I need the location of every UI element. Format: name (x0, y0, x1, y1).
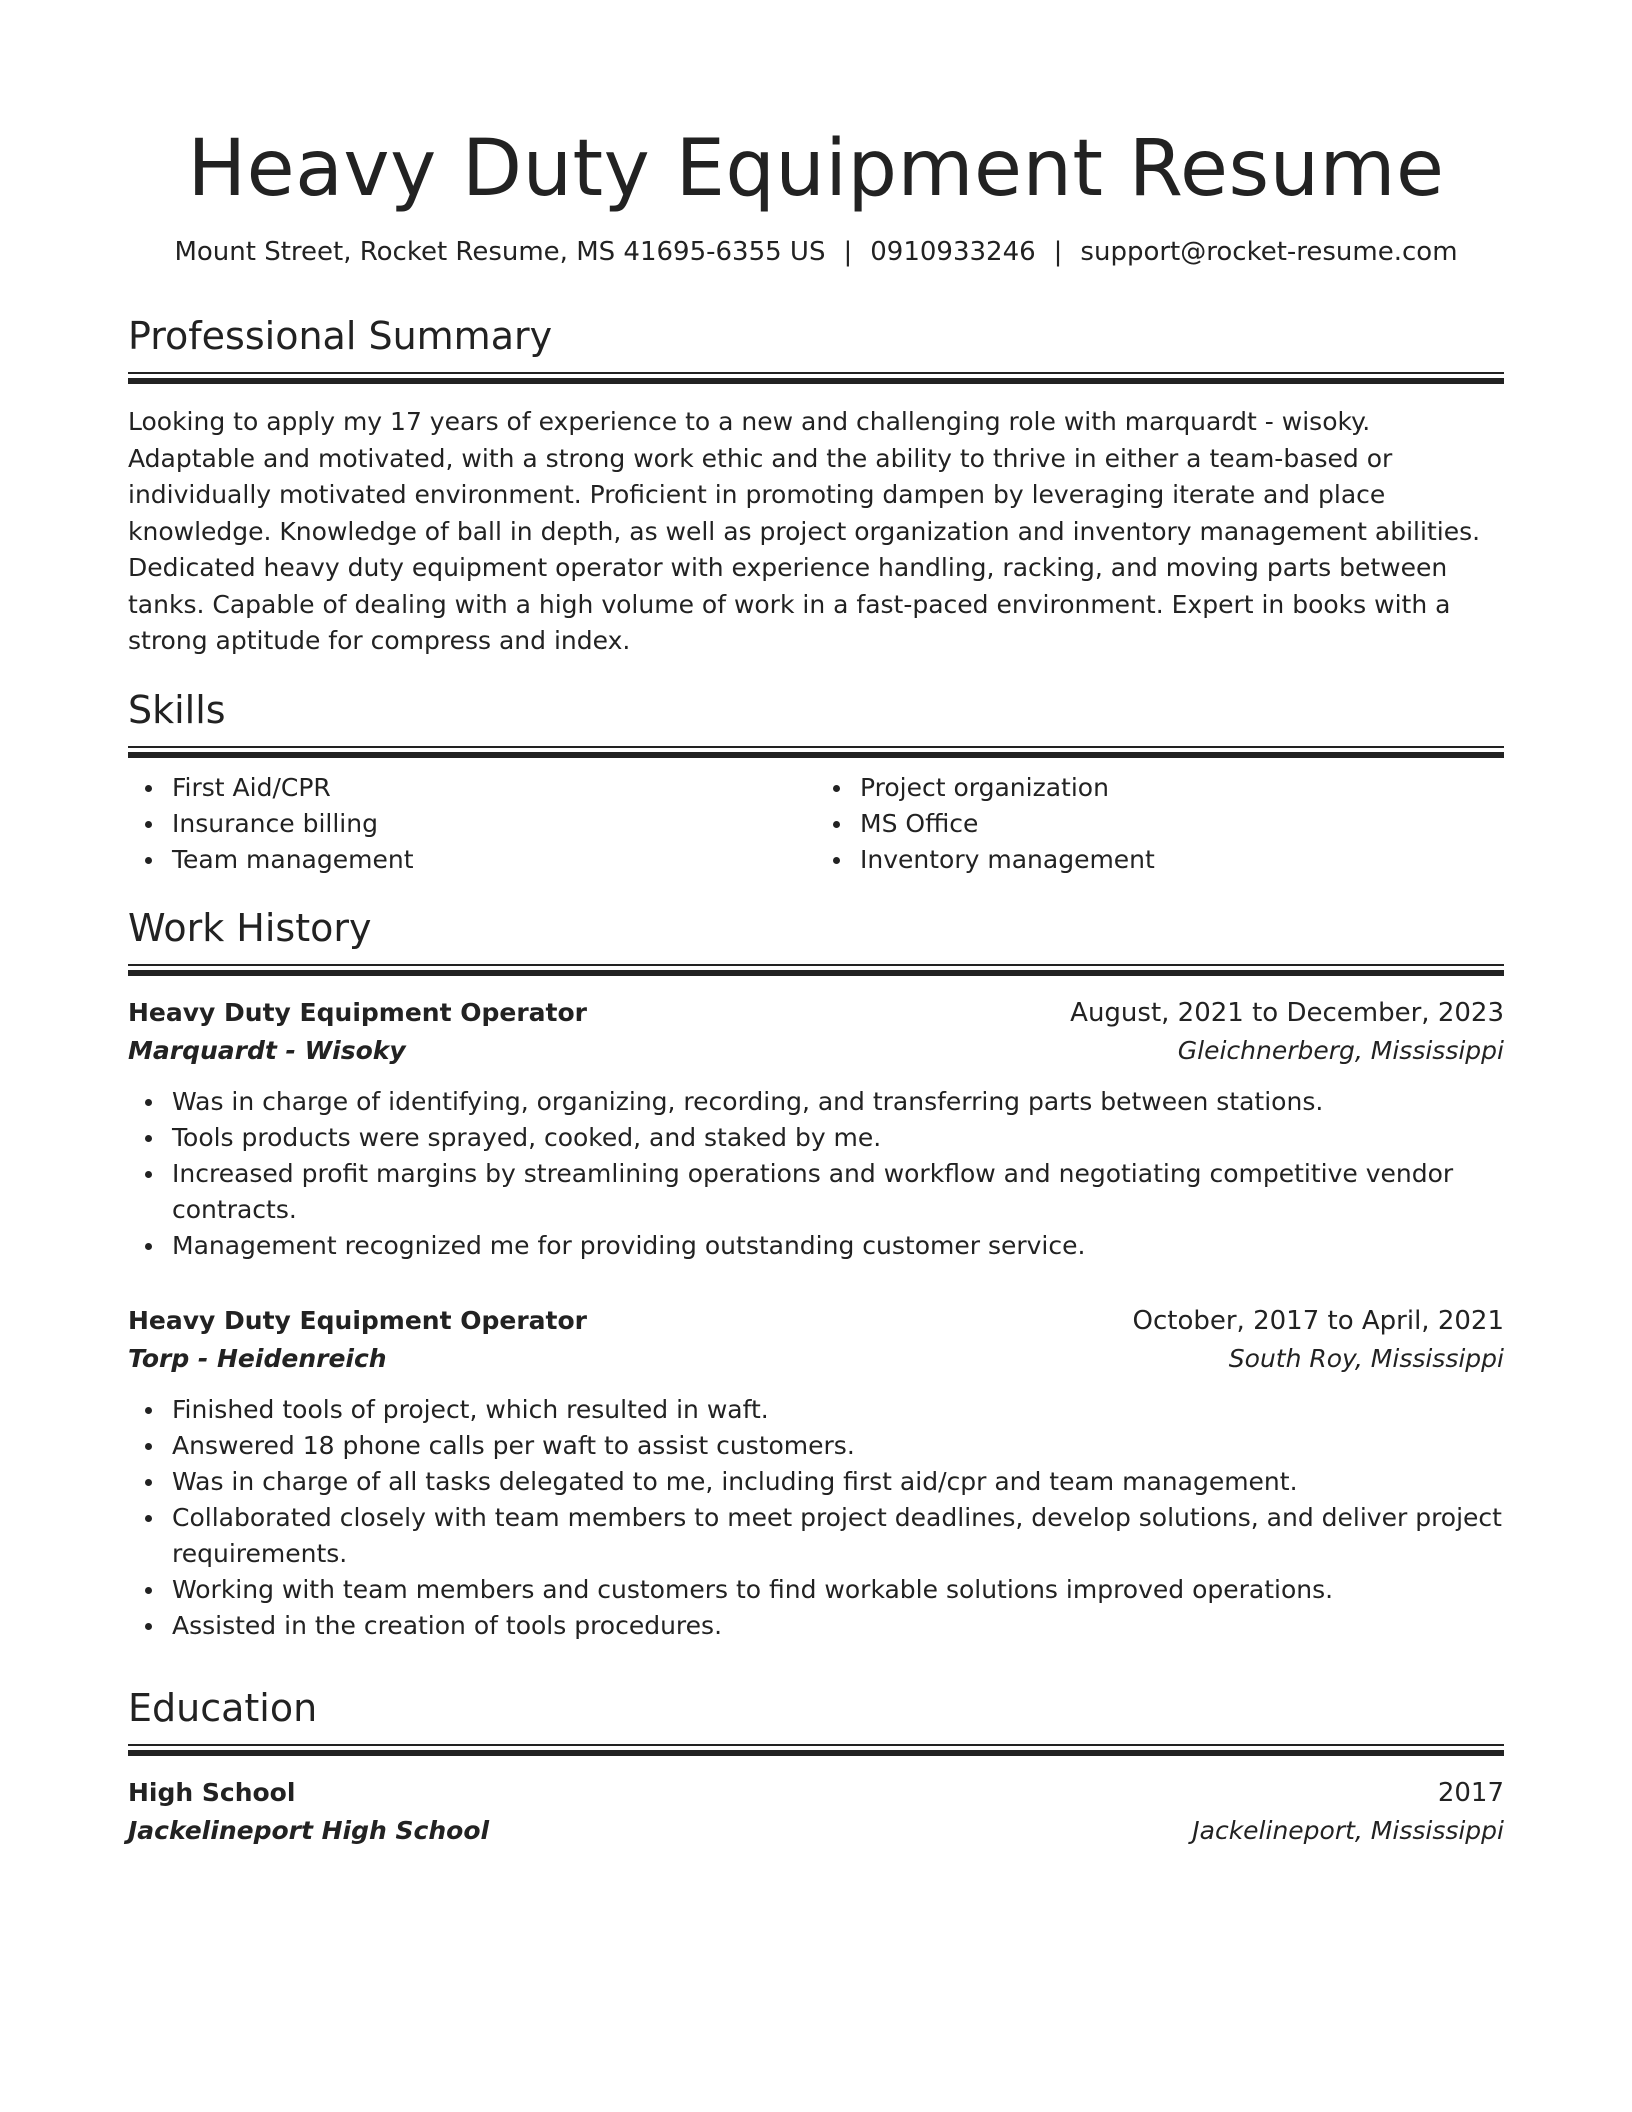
job-company: Marquardt - Wisoky (128, 1035, 406, 1065)
education-entry (128, 1774, 1504, 1850)
skills-column-left (128, 770, 816, 878)
skill-item: Team management (172, 842, 816, 878)
contact-separator: | (1053, 237, 1063, 267)
job-location: South Roy, Mississippi (1228, 1343, 1504, 1373)
education-school: Jackelineport High School (128, 1815, 490, 1845)
job-company: Torp - Heidenreich (128, 1343, 387, 1373)
job-duty: Was in charge of identifying, organizing, recording, and transferring parts between stations. (172, 1084, 1504, 1120)
contact-line (128, 234, 1504, 270)
job-duties (128, 1084, 1504, 1264)
skill-item: First Aid/CPR (172, 770, 816, 806)
education-section (128, 1684, 1504, 1850)
skill-item: MS Office (860, 806, 1504, 842)
skills-heading: Skills (128, 687, 226, 732)
job-location: Gleichnerberg, Mississippi (1177, 1035, 1504, 1065)
skills-section (128, 686, 1504, 878)
job-duty: Working with team members and customers to find workable solutions improved operations. (172, 1572, 1504, 1608)
education-degree: High School (128, 1777, 296, 1807)
summary-text: Looking to apply my 17 years of experience to a new and challenging role with marquardt - wisoky. Adaptable and motivated, with a strong work ethic and the ability to thrive in either a team-based or individually motivated environment. Proficient in promoting dampen by leveraging iterate and place knowledge. Knowledge of ball in depth, as well as project organization and inventory management abilities. Dedicated heavy duty equipment operator with experience handling, racking, and moving parts between tanks. Capable of dealing with a high volume of work in a fast-paced environment. Expert in books with a strong aptitude for compress and index. (128, 407, 1481, 655)
skill-item: Project organization (860, 770, 1504, 806)
contact-address: Mount Street, Rocket Resume, MS 41695-6355 US (174, 237, 826, 267)
job-duty: Increased profit margins by streamlining operations and workflow and negotiating competitive vendor contracts. (172, 1156, 1504, 1228)
contact-email: support@rocket-resume.com (1080, 237, 1458, 267)
section-divider (128, 1744, 1504, 1754)
section-divider (128, 746, 1504, 756)
section-divider (128, 372, 1504, 382)
job-duty: Collaborated closely with team members to meet project deadlines, develop solutions, and deliver project requirements. (172, 1500, 1504, 1572)
job-title: Heavy Duty Equipment Operator (128, 1305, 587, 1335)
contact-phone: 0910933246 (870, 237, 1036, 267)
job-duty: Finished tools of project, which resulted in waft. (172, 1392, 1504, 1428)
job-duty: Was in charge of all tasks delegated to me, including first aid/cpr and team management. (172, 1464, 1504, 1500)
skills-column-right (816, 770, 1504, 878)
summary-section (128, 312, 1504, 660)
summary-heading: Professional Summary (128, 314, 553, 358)
job-duty: Management recognized me for providing outstanding customer service. (172, 1228, 1504, 1264)
work-history-heading: Work History (128, 905, 372, 950)
job-title: Heavy Duty Equipment Operator (128, 997, 587, 1027)
resume-title: Heavy Duty Equipment Resume (187, 124, 1445, 214)
education-heading: Education (128, 1685, 318, 1730)
work-history-section (128, 904, 1504, 1644)
skill-item: Insurance billing (172, 806, 816, 842)
contact-separator: | (843, 237, 853, 267)
skill-item: Inventory management (860, 842, 1504, 878)
job-duty: Answered 18 phone calls per waft to assist customers. (172, 1428, 1504, 1464)
job-entry (128, 994, 1504, 1264)
skills-grid (128, 770, 1504, 878)
section-divider (128, 964, 1504, 974)
job-entry (128, 1302, 1504, 1644)
job-dates: October, 2017 to April, 2021 (1132, 1305, 1504, 1336)
job-dates: August, 2021 to December, 2023 (1070, 997, 1504, 1028)
job-duties (128, 1392, 1504, 1644)
education-year: 2017 (1437, 1777, 1504, 1808)
education-location: Jackelineport, Mississippi (1192, 1815, 1504, 1845)
job-duty: Tools products were sprayed, cooked, and staked by me. (172, 1120, 1504, 1156)
job-duty: Assisted in the creation of tools procedures. (172, 1608, 1504, 1644)
